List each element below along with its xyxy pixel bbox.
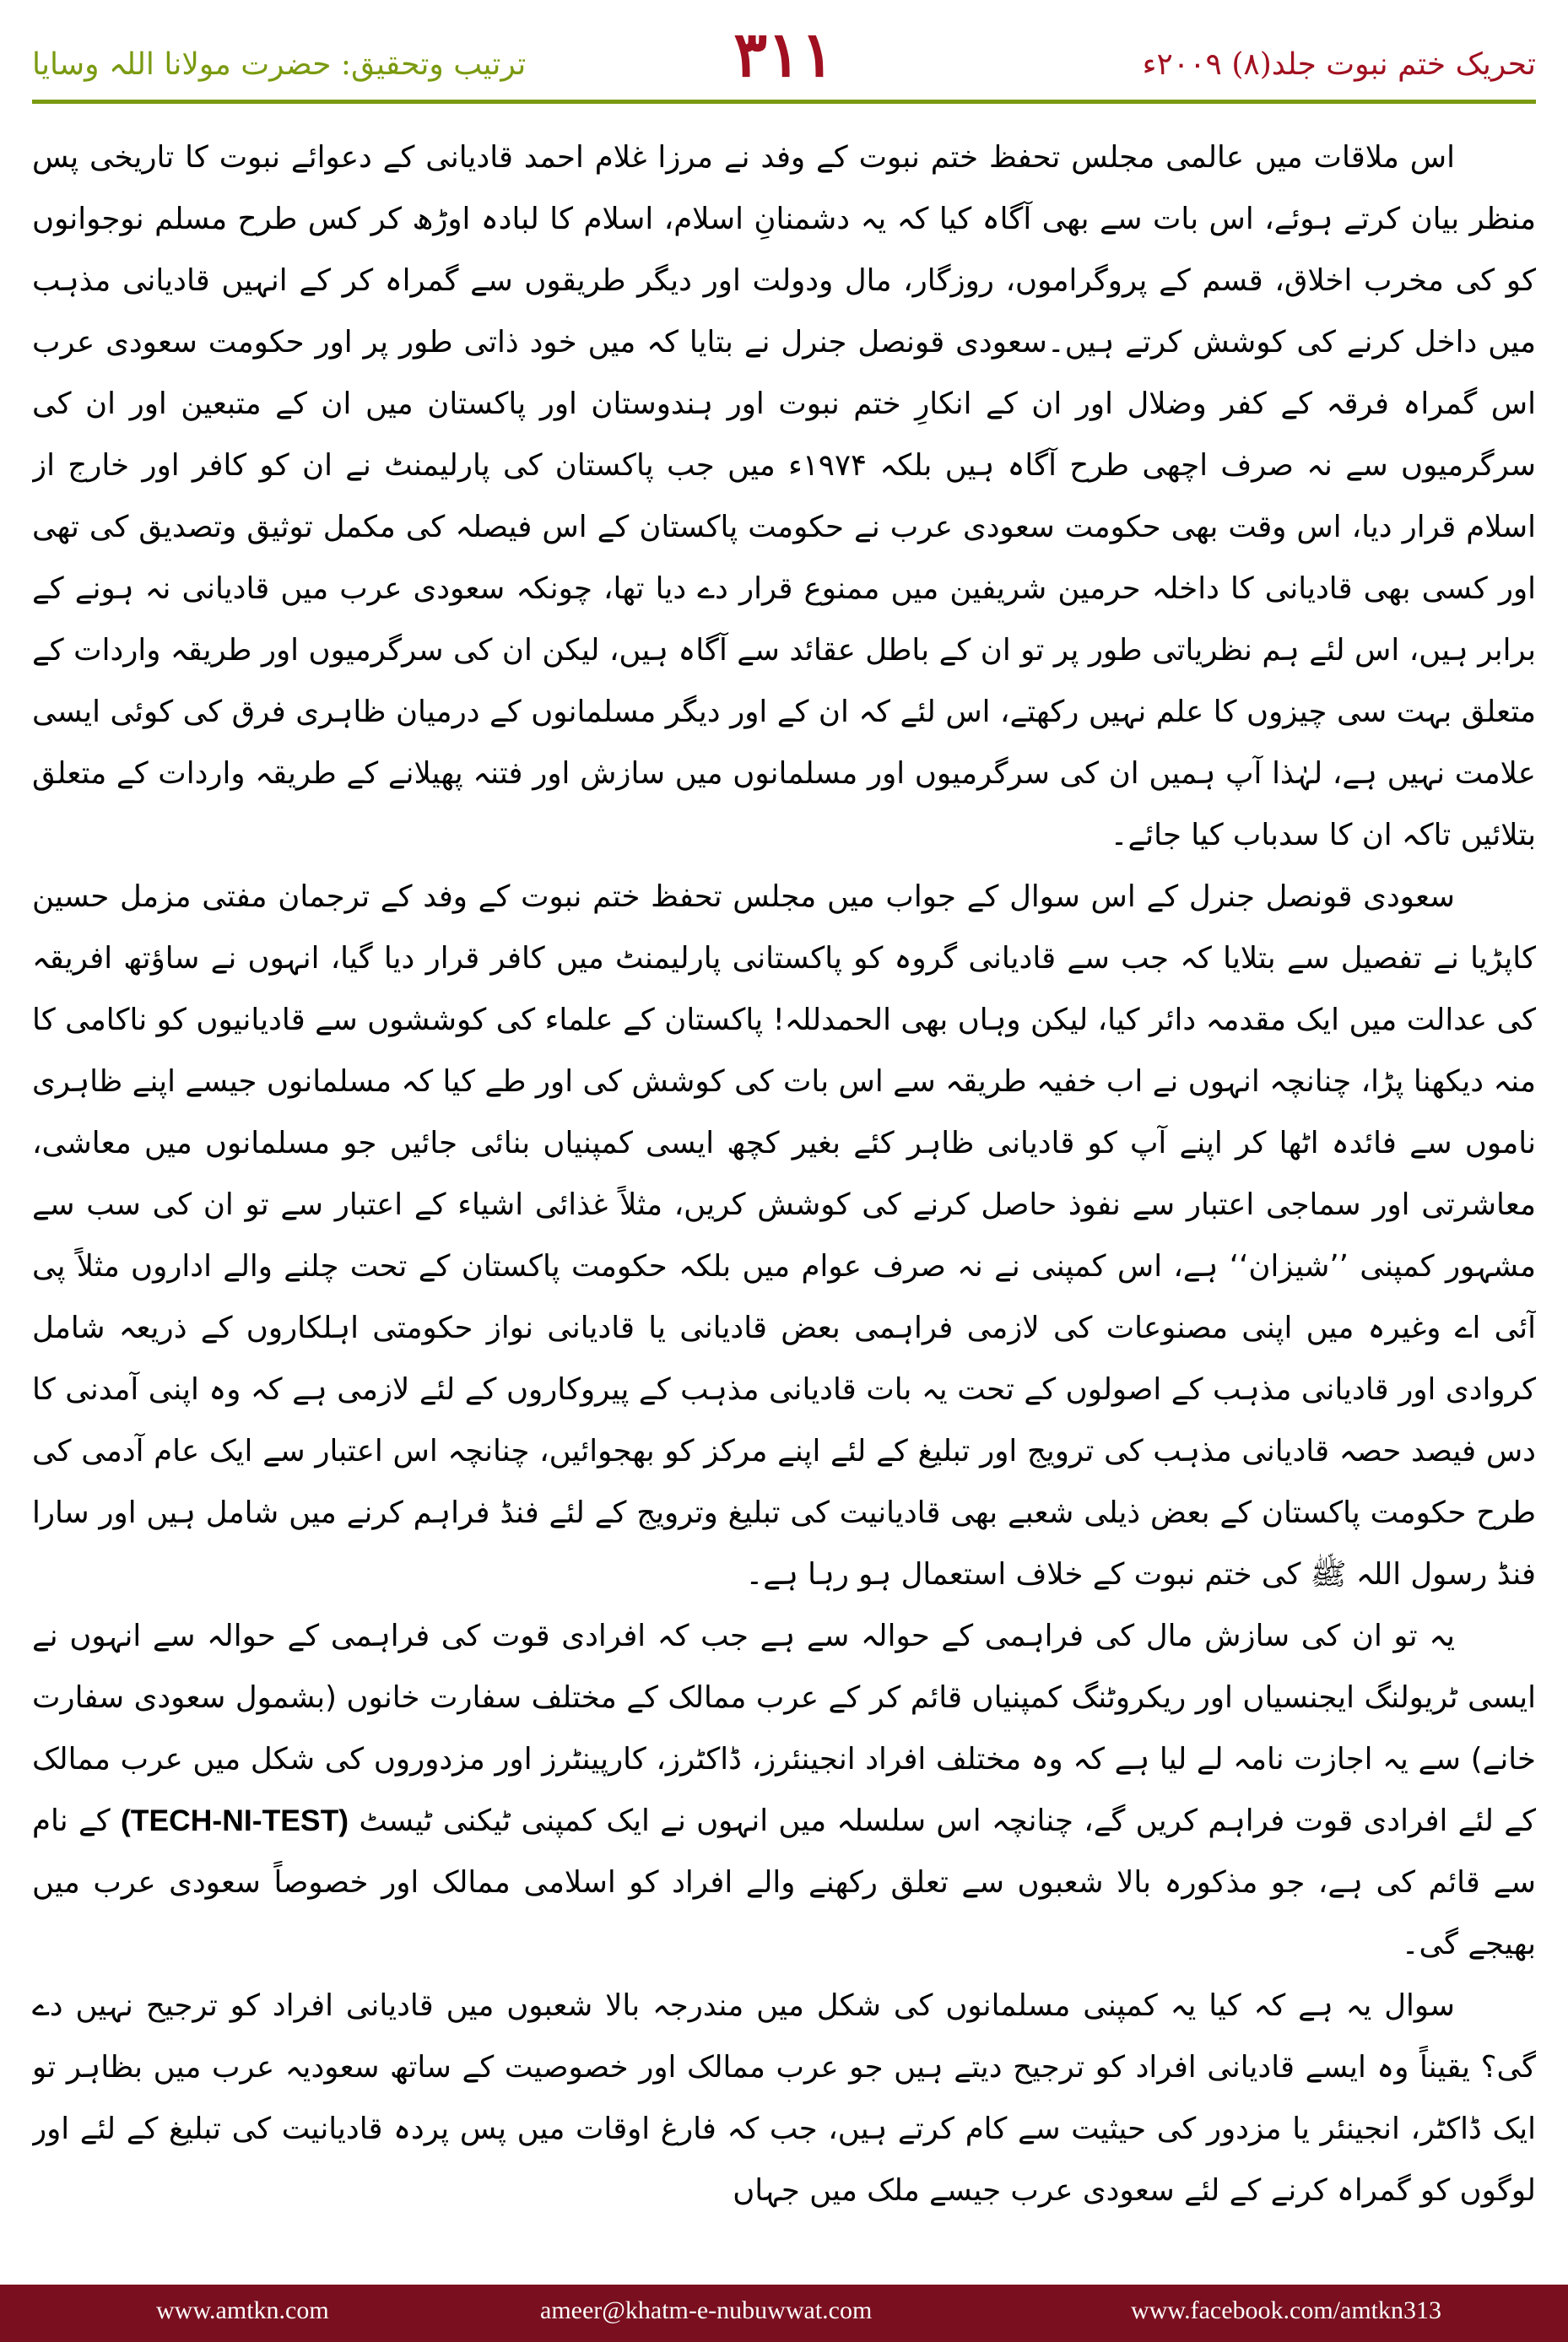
paragraph-2: سعودی قونصل جنرل کے اس سوال کے جواب میں مجلس تحفظ ختم نبوت کے وفد کے ترجمان مفتی مزمل حسین کاپڑیا نے تفصیل سے بتلایا کہ جب سے قادیانی گروہ کو پاکستانی پارلیمنٹ میں کافر قرار دیا گیا، انہوں نے ساؤتھ افریقہ کی عدالت میں ایک مقدمہ دائر کیا، لیکن وہاں بھی الحمدللہ! پاکستان کے علماء کی کوششوں سے قادیانیوں کو ناکامی کا منہ دیکھنا پڑا، چنانچہ انہوں نے اب خفیہ طریقہ سے اس بات کی کوشش کی اور طے کیا کہ مسلمانوں جیسے اپنے ظاہری ناموں سے فائدہ اٹھا کر اپنے آپ کو قادیانی ظاہر کئے بغیر کچھ ایسی کمپنیاں بنائی جائیں جو مسلمانوں میں معاشی، معاشرتی اور سماجی اعتبار سے نفوذ حاصل کرنے کی کوشش کریں، مثلاً غذائی اشیاء کے اعتبار سے تو ان کی سب سے مشہور کمپنی ’’شیزان‘‘ ہے، اس کمپنی نے نہ صرف عوام میں بلکہ حکومت پاکستان کے تحت چلنے والے اداروں مثلاً پی آئی اے وغیرہ میں اپنی مصنوعات کی لازمی فراہمی بعض قادیانی یا قادیانی نواز حکومتی اہلکاروں کے ذریعہ شامل کروادی اور قادیانی مذہب کے اصولوں کے تحت یہ بات قادیانی مذہب کے پیروکاروں کے لئے لازمی ہے کہ وہ اپنی آمدنی کا دس فیصد حصہ قادیانی مذہب کی ترویج اور تبلیغ کے لئے اپنے مرکز کو بھجوائیں، چنانچہ اس اعتبار سے ایک عام آدمی کی طرح حکومت پاکستان کے بعض ذیلی شعبے بھی قادیانیت کی تبلیغ وترویج کے لئے فنڈ فراہم کرنے میں شامل ہیں اور سارا فنڈ رسول اللہ ﷺ کی ختم نبوت کے خلاف استعمال ہو رہا ہے۔ [32, 879, 1536, 1592]
facebook-link[interactable]: www.facebook.com/amtkn313 [1131, 2296, 1441, 2324]
email-link[interactable]: ameer@khatm-e-nubuwwat.com [540, 2296, 873, 2324]
paragraph-1: اس ملاقات میں عالمی مجلس تحفظ ختم نبوت کے وفد نے مرزا غلام احمد قادیانی کے دعوائے نبوت کا تاریخی پس منظر بیان کرتے ہوئے، اس بات سے بھی آگاہ کیا کہ یہ دشمنانِ اسلام، اسلام کا لبادہ اوڑھ کر کس طرح مسلم نوجوانوں کو کی مخرب اخلاق، قسم کے پروگراموں، روزگار، مال ودولت اور دیگر طریقوں سے گمراہ کر کے انہیں قادیانی مذہب میں داخل کرنے کی کوشش کرتے ہیں۔سعودی قونصل جنرل نے بتایا کہ میں خود ذاتی طور پر اور حکومت سعودی عرب اس گمراہ فرقہ کے کفر وضلال اور ان کے انکارِ ختم نبوت اور ہندوستان اور پاکستان میں ان کے متبعین اور ان کی سرگرمیوں سے نہ صرف اچھی طرح آگاہ ہیں بلکہ ۱۹۷۴ء میں جب پاکستان کی پارلیمنٹ نے ان کو کافر اور خارج از اسلام قرار دیا، اس وقت بھی حکومت سعودی عرب نے حکومت پاکستان کے اس فیصلہ کی مکمل توثیق وتصدیق کی تھی اور کسی بھی قادیانی کا داخلہ حرمین شریفین میں ممنوع قرار دے دیا تھا، چونکہ سعودی عرب میں قادیانی نہ ہونے کے برابر ہیں، اس لئے ہم نظریاتی طور پر تو ان کے باطل عقائد سے آگاہ ہیں، لیکن ان کی سرگرمیوں اور طریقہ واردات کے متعلق بہت سی چیزوں کا علم نہیں رکھتے، اس لئے کہ ان کے اور دیگر مسلمانوں کے درمیان ظاہری فرق کی کوئی ایسی علامت نہیں ہے، لہٰذا آپ ہمیں ان کی سرگرمیوں اور مسلمانوں میں سازش اور فتنہ پھیلانے کے طریقہ واردات کے متعلق بتلائیں تاکہ ان کا سدباب کیا جائے۔ [32, 140, 1536, 852]
header-compiler: ترتیب وتحقیق: حضرت مولانا اللہ وسایا [32, 47, 527, 82]
company-name-latin: (TECH-NI-TEST) [120, 1804, 349, 1837]
website-link[interactable]: www.amtkn.com [156, 2296, 329, 2324]
header-book-title: تحریک ختم نبوت جلد(۸) ۲۰۰۹ء [1142, 47, 1536, 82]
paragraph-3 [32, 1605, 1536, 1975]
page-footer [0, 2285, 1568, 2342]
page-number: ۳۱۱ [733, 19, 835, 91]
page-body [32, 127, 1536, 2266]
paragraph-3-part-1: یہ تو ان کی سازش مال کی فراہمی کے حوالہ سے ہے جب کہ افرادی قوت کی فراہمی کے حوالہ سے انہوں نے ایسی ٹریولنگ ایجنسیاں اور ریکروٹنگ کمپنیاں قائم کر کے عرب ممالک کے مختلف سفارت خانوں (بشمول سعودی سفارت خانے) سے یہ اجازت نامہ لے لیا ہے کہ وہ مختلف افراد انجینئرز، ڈاکٹرز، کارپینٹرز اور مزدوروں کی شکل میں عرب ممالک کے لئے افرادی قوت فراہم کریں گے، چنانچہ اس سلسلہ میں انہوں نے ایک کمپنی ٹیکنی ٹیسٹ [32, 1619, 1536, 1838]
header-divider [32, 100, 1536, 104]
paragraph-4: سوال یہ ہے کہ کیا یہ کمپنی مسلمانوں کی شکل میں مندرجہ بالا شعبوں میں قادیانی افراد کو ترجیح نہیں دے گی؟ یقیناً وہ ایسے قادیانی افراد کو ترجیح دیتے ہیں جو عرب ممالک اور خصوصیت کے ساتھ سعودیہ عرب میں بظاہر تو ایک ڈاکٹر، انجینئر یا مزدور کی حیثیت سے کام کرتے ہیں، جب کہ فارغ اوقات میں پس پردہ قادیانیت کی تبلیغ کے لئے اور لوگوں کو گمراہ کرنے کے لئے سعودی عرب جیسے ملک میں جہاں [32, 1988, 1536, 2208]
paragraph-3-part-2: کے نام سے قائم کی ہے، جو مذکورہ بالا شعبوں سے تعلق رکھنے والے افراد کو اسلامی ممالک اور خصوصاً سعودی عرب میں بھیجے گی۔ [32, 1804, 1536, 1961]
